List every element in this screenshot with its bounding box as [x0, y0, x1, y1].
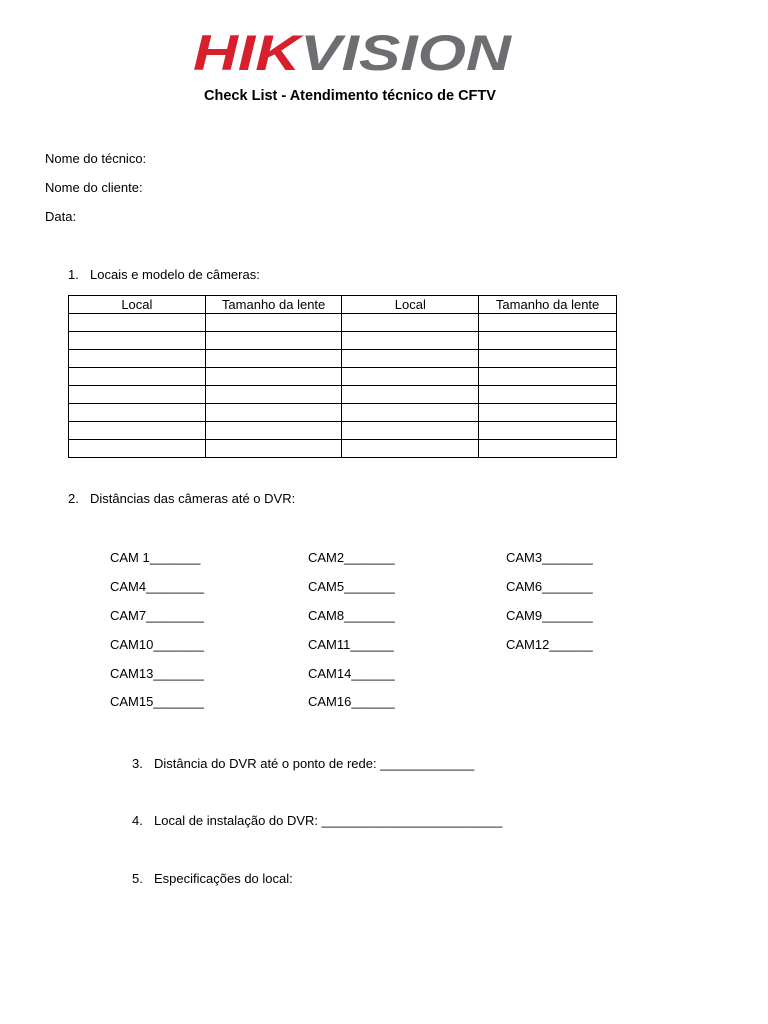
table-cell[interactable] — [205, 368, 342, 386]
section-number: 5. — [132, 871, 143, 886]
table-header-cell: Tamanho da lente — [205, 296, 342, 314]
section-1 — [68, 267, 260, 282]
table-row — [69, 332, 617, 350]
camera-distance-item: CAM2_______ — [308, 550, 395, 565]
camera-distance-item: CAM15_______ — [110, 694, 204, 709]
camera-distance-item: CAM16______ — [308, 694, 395, 709]
section-text: Especificações do local: — [154, 871, 293, 886]
table-cell[interactable] — [69, 368, 206, 386]
table-cell[interactable] — [342, 332, 479, 350]
section-text: Local de instalação do DVR: _________________________ — [154, 813, 503, 828]
table-row — [69, 386, 617, 404]
table-header-row — [69, 296, 617, 314]
hikvision-logo — [193, 28, 513, 76]
field-data: Data: — [45, 209, 77, 224]
table-cell[interactable] — [342, 314, 479, 332]
table-row — [69, 404, 617, 422]
table-cell[interactable] — [342, 404, 479, 422]
table-cell[interactable] — [479, 350, 617, 368]
table-cell[interactable] — [342, 350, 479, 368]
logo-hik: HIK — [193, 28, 280, 76]
document-title: Check List - Atendimento técnico de CFTV — [204, 88, 496, 104]
table-cell[interactable] — [479, 314, 617, 332]
table-header-cell: Local — [342, 296, 479, 314]
section-number: 3. — [132, 756, 143, 771]
section-text: Distâncias das câmeras até o DVR: — [90, 491, 296, 506]
table-cell[interactable] — [69, 440, 206, 458]
camera-distance-item: CAM5_______ — [308, 579, 395, 594]
table-cell[interactable] — [69, 386, 206, 404]
table-cell[interactable] — [205, 386, 342, 404]
table-cell[interactable] — [69, 404, 206, 422]
table-header-cell: Local — [69, 296, 206, 314]
table-cell[interactable] — [342, 422, 479, 440]
section-number: 2. — [68, 491, 79, 506]
camera-distance-item: CAM14______ — [308, 666, 395, 681]
table-cell[interactable] — [342, 368, 479, 386]
svg-text:HIKVISION — [193, 28, 512, 76]
table-cell[interactable] — [69, 422, 206, 440]
table-cell[interactable] — [205, 440, 342, 458]
table-cell[interactable] — [479, 404, 617, 422]
table-cell[interactable] — [69, 314, 206, 332]
table-cell[interactable] — [205, 314, 342, 332]
table-cell[interactable] — [205, 404, 342, 422]
table-cell[interactable] — [205, 422, 342, 440]
section-4 — [132, 813, 502, 828]
table-cell[interactable] — [479, 440, 617, 458]
table-row — [69, 422, 617, 440]
table-cell[interactable] — [342, 386, 479, 404]
section-text: Distância do DVR até o ponto de rede: _____________ — [154, 756, 475, 771]
section-number: 4. — [132, 813, 143, 828]
table-row — [69, 314, 617, 332]
table-row — [69, 350, 617, 368]
table-cell[interactable] — [479, 332, 617, 350]
table-cell[interactable] — [479, 386, 617, 404]
camera-distance-item: CAM8_______ — [308, 608, 395, 623]
field-tecnico: Nome do técnico: — [45, 151, 147, 166]
camera-distance-item: CAM13_______ — [110, 666, 204, 681]
section-number: 1. — [68, 267, 79, 282]
camera-distance-item: CAM6_______ — [506, 579, 593, 594]
logo-vision: VISION — [300, 28, 470, 76]
table-cell[interactable] — [479, 422, 617, 440]
table-cell[interactable] — [342, 440, 479, 458]
camera-distance-item: CAM12______ — [506, 637, 593, 652]
camera-distance-item: CAM3_______ — [506, 550, 593, 565]
table-header-cell: Tamanho da lente — [479, 296, 617, 314]
table-cell[interactable] — [205, 350, 342, 368]
section-5 — [132, 871, 293, 886]
camera-distance-item: CAM4________ — [110, 579, 204, 594]
table-row — [69, 368, 617, 386]
table-row — [69, 440, 617, 458]
camera-distance-item: CAM11______ — [308, 637, 394, 652]
camera-distance-item: CAM9_______ — [506, 608, 593, 623]
camera-distance-item: CAM7________ — [110, 608, 204, 623]
field-cliente: Nome do cliente: — [45, 180, 143, 195]
table-body — [69, 314, 617, 458]
cameras-table — [68, 295, 617, 458]
table-cell[interactable] — [205, 332, 342, 350]
table-cell[interactable] — [479, 368, 617, 386]
camera-distance-item: CAM 1_______ — [110, 550, 201, 565]
section-text: Locais e modelo de câmeras: — [90, 267, 260, 282]
section-2 — [68, 491, 295, 506]
camera-distance-item: CAM10_______ — [110, 637, 204, 652]
table-cell[interactable] — [69, 350, 206, 368]
table-cell[interactable] — [69, 332, 206, 350]
section-3 — [132, 756, 474, 771]
